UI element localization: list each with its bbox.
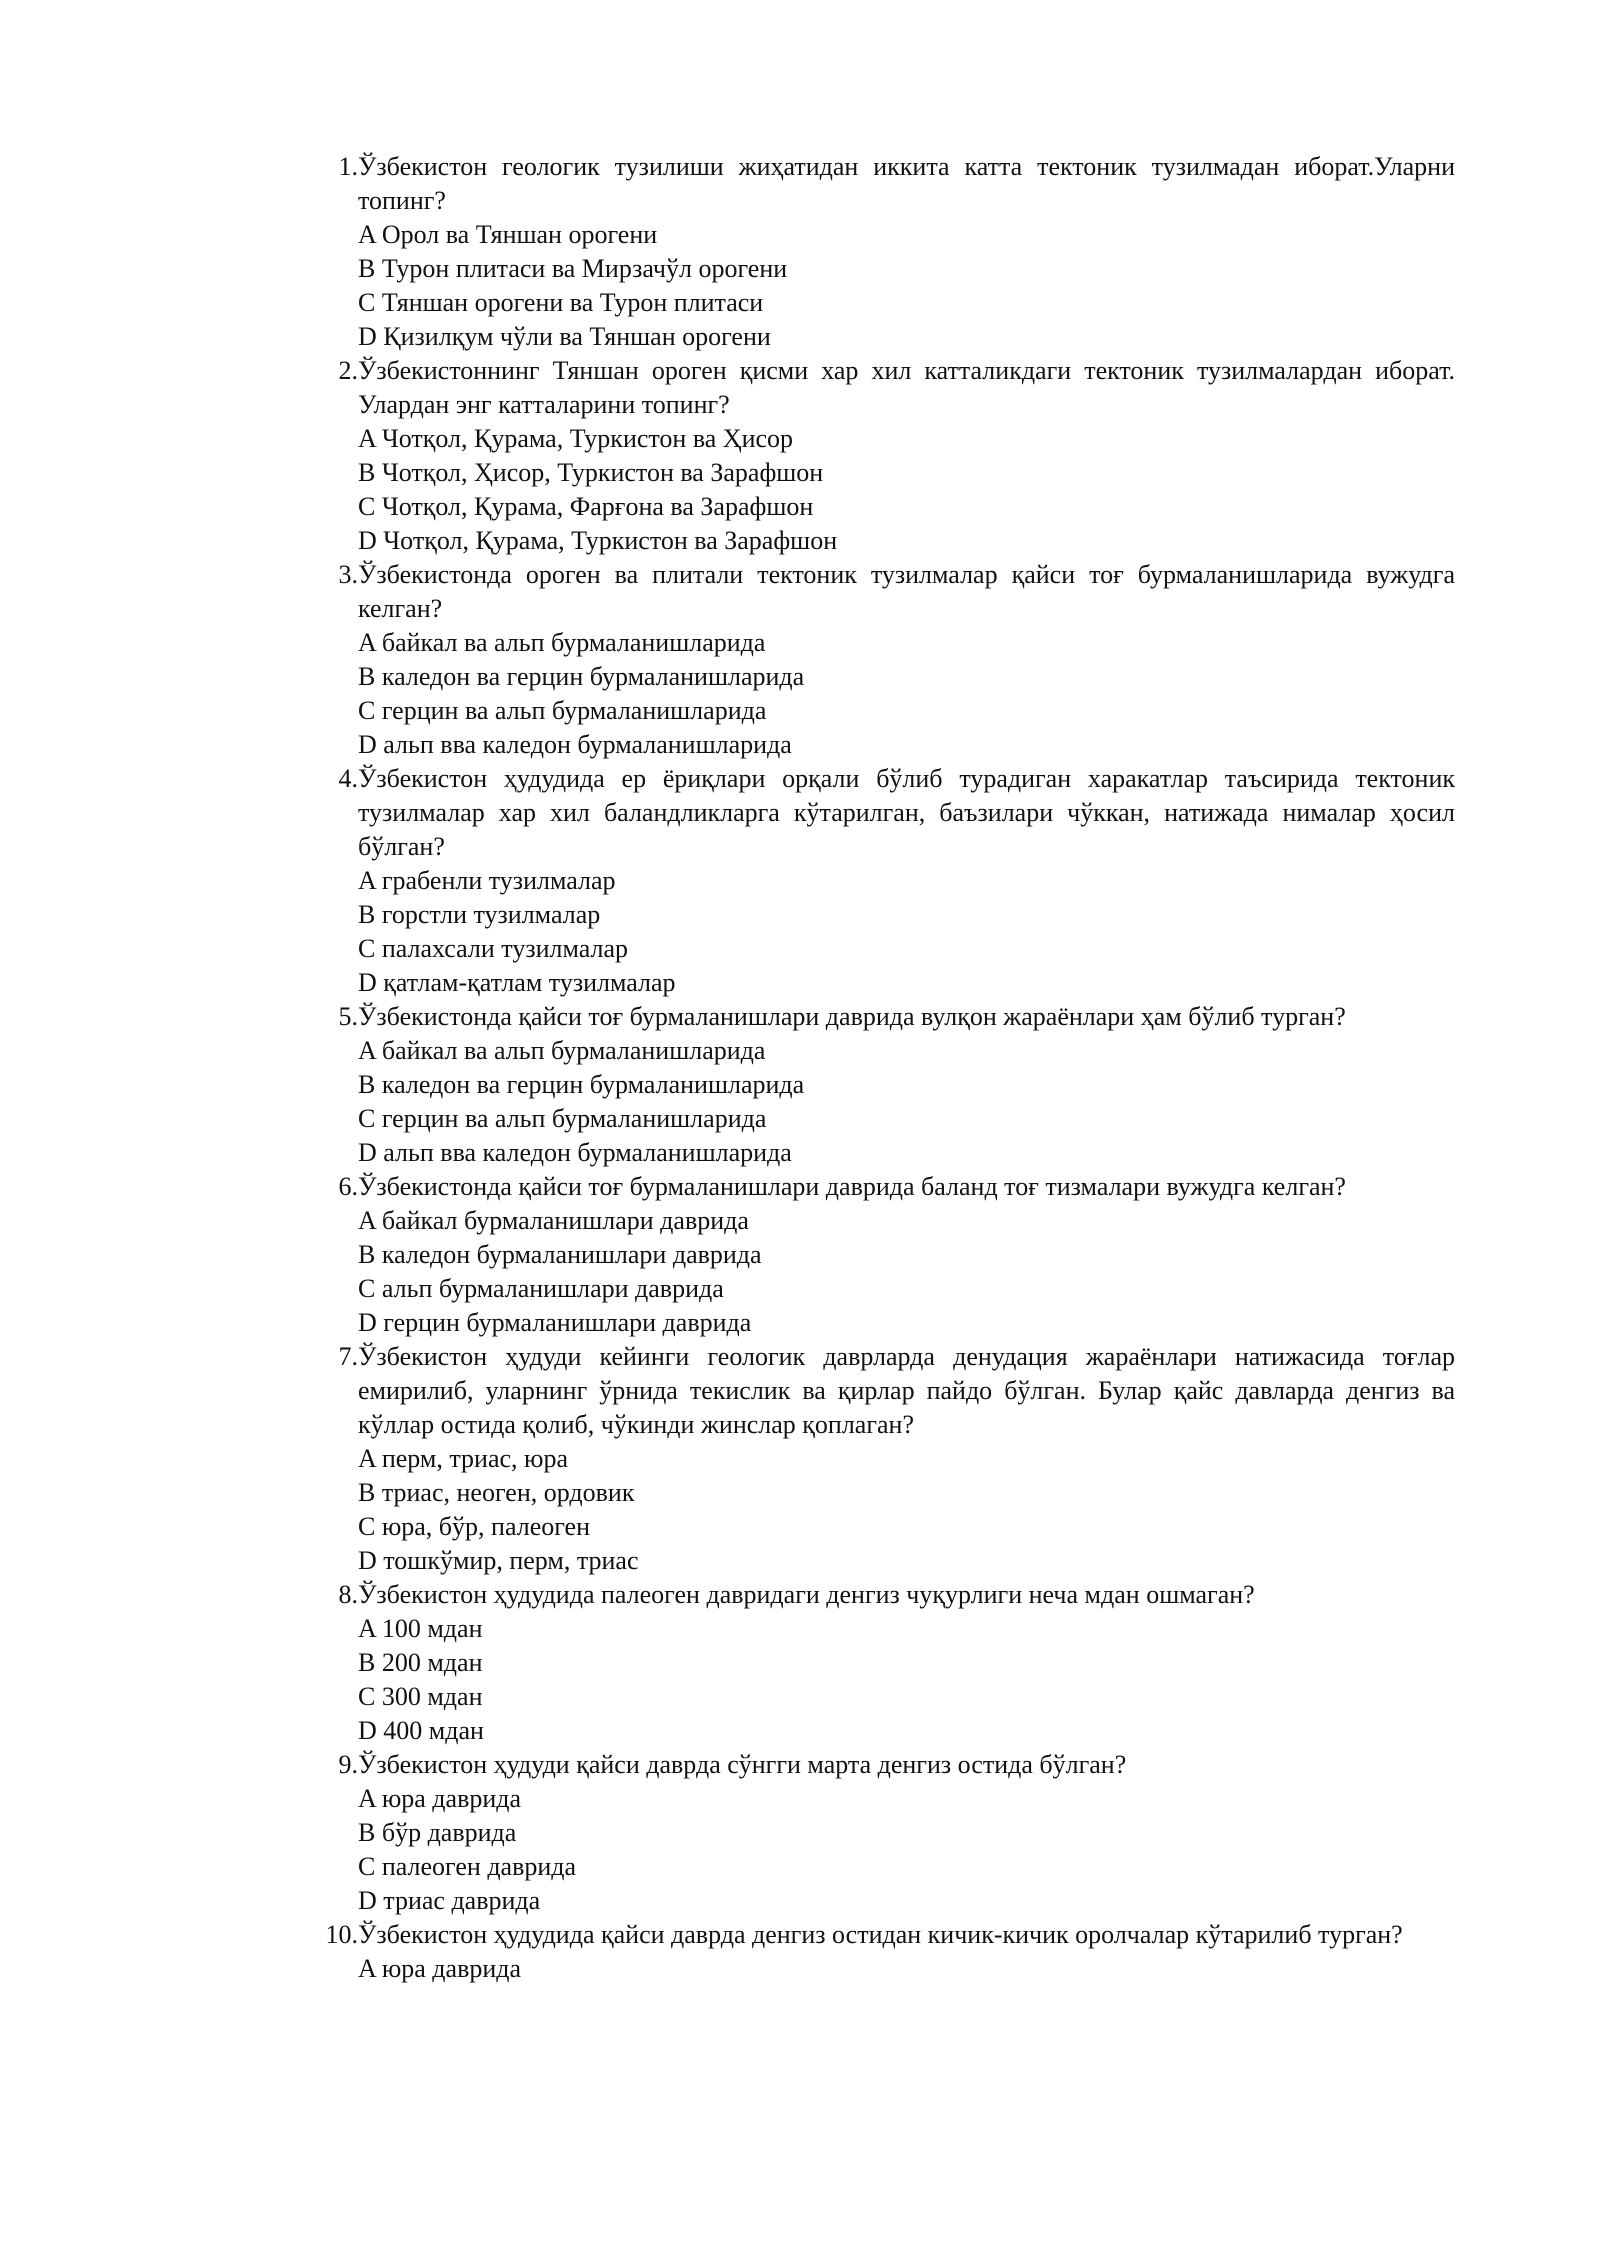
answer-option: B 200 мдан xyxy=(358,1648,483,1677)
question-number: 10. xyxy=(325,1920,358,1949)
question-text: Ўзбекистон ҳудудида қайси даврда денгиз остидан кичик-кичик оролчалар кўтарилиб турган? xyxy=(358,1920,1403,1949)
answer-options xyxy=(358,1204,1455,1340)
answer-option: A Орол ва Тяншан орогени xyxy=(358,220,658,249)
answer-option: D Қизилқум чўли ва Тяншан орогени xyxy=(358,322,771,351)
question-item xyxy=(238,354,1455,558)
answer-option: C Тяншан орогени ва Турон плитаси xyxy=(358,288,764,317)
answer-option: C 300 мдан xyxy=(358,1682,483,1711)
answer-option: A грабенли тузилмалар xyxy=(358,866,616,895)
question-number: 6. xyxy=(338,1172,358,1201)
answer-option: D тошкўмир, перм, триас xyxy=(358,1546,639,1575)
answer-option: D альп вва каледон бурмаланишларида xyxy=(358,1138,792,1167)
question-text: Ўзбекистонда қайси тоғ бурмаланишлари даврида вулқон жараёнлари ҳам бўлиб турган? xyxy=(358,1002,1346,1031)
question-item xyxy=(238,1578,1455,1748)
question-text: Ўзбекистон ҳудуди кейинги геологик даврларда денудация жараёнлари натижасида тоғлар емирилиб, уларнинг ўрнида текислик ва қирлар пайдо бўлган. Булар қайс давларда денгиз ва кўллар остида қолиб, чўкинди жинслар қоплаган? xyxy=(358,1342,1455,1439)
answer-option: A перм, триас, юра xyxy=(358,1444,568,1473)
question-item xyxy=(238,558,1455,762)
answer-options xyxy=(358,218,1455,354)
question-item xyxy=(238,1170,1455,1340)
answer-option: D герцин бурмаланишлари даврида xyxy=(358,1308,752,1337)
question-item xyxy=(238,150,1455,354)
answer-option: A 100 мдан xyxy=(358,1614,483,1643)
answer-option: C палеоген даврида xyxy=(358,1852,577,1881)
question-number: 8. xyxy=(338,1580,358,1609)
question-number-cell xyxy=(238,1918,358,1986)
question-body xyxy=(358,1578,1455,1748)
question-item xyxy=(238,1748,1455,1918)
question-item xyxy=(238,762,1455,1000)
answer-options xyxy=(358,1782,1455,1918)
question-number: 4. xyxy=(338,764,358,793)
answer-option: D альп вва каледон бурмаланишларида xyxy=(358,730,792,759)
question-number: 5. xyxy=(338,1002,358,1031)
question-text: Ўзбекистоннинг Тяншан ороген қисми хар хил катталикдаги тектоник тузилмалардан иборат. Улардан энг катталарини топинг? xyxy=(358,356,1455,419)
answer-option: A юра даврида xyxy=(358,1954,522,1983)
answer-options xyxy=(358,626,1455,762)
question-text: Ўзбекистонда ороген ва плитали тектоник тузилмалар қайси тоғ бурмаланишларида вужудга келган? xyxy=(358,560,1455,623)
question-number: 2. xyxy=(338,356,358,385)
answer-option: C герцин ва альп бурмаланишларида xyxy=(358,696,767,725)
answer-option: B бўр даврида xyxy=(358,1818,517,1847)
question-body xyxy=(358,558,1455,762)
question-text: Ўзбекистон ҳудуди қайси даврда сўнгги марта денгиз остида бўлган? xyxy=(358,1750,1127,1779)
answer-options xyxy=(358,422,1455,558)
answer-option: B горстли тузилмалар xyxy=(358,900,601,929)
question-body xyxy=(358,354,1455,558)
answer-option: B триас, неоген, ордовик xyxy=(358,1478,635,1507)
answer-option: B каледон ва герцин бурмаланишларида xyxy=(358,1070,805,1099)
answer-option: D 400 мдан xyxy=(358,1716,484,1745)
question-text: Ўзбекистон ҳудудида ер ёриқлари орқали бўлиб турадиган харакатлар таъсирида тектоник тузилмалар хар хил баландликларга кўтарилган, баъзилари чўккан, натижада нималар ҳосил бўлган? xyxy=(358,764,1455,861)
answer-option: D Чотқол, Қурама, Туркистон ва Зарафшон xyxy=(358,526,838,555)
question-text: Ўзбекистонда қайси тоғ бурмаланишлари даврида баланд тоғ тизмалари вужудга келган? xyxy=(358,1172,1346,1201)
answer-option: D триас даврида xyxy=(358,1886,541,1915)
answer-option: A байкал бурмаланишлари даврида xyxy=(358,1206,749,1235)
answer-option: A Чотқол, Қурама, Туркистон ва Ҳисор xyxy=(358,424,794,453)
question-number-cell xyxy=(238,1170,358,1340)
answer-option: C герцин ва альп бурмаланишларида xyxy=(358,1104,767,1133)
question-number-cell xyxy=(238,1000,358,1170)
answer-option: A байкал ва альп бурмаланишларида xyxy=(358,628,766,657)
answer-options xyxy=(358,864,1455,1000)
answer-option: A байкал ва альп бурмаланишларида xyxy=(358,1036,766,1065)
answer-option: B Турон плитаси ва Мирзачўл орогени xyxy=(358,254,788,283)
question-number: 1. xyxy=(338,152,358,181)
answer-options xyxy=(358,1442,1455,1578)
question-body xyxy=(358,150,1455,354)
answer-option: B каледон бурмаланишлари даврида xyxy=(358,1240,762,1269)
question-number-cell xyxy=(238,354,358,558)
question-number-cell xyxy=(238,150,358,354)
answer-option: A юра даврида xyxy=(358,1784,522,1813)
answer-option: C альп бурмаланишлари даврида xyxy=(358,1274,724,1303)
question-number: 7. xyxy=(338,1342,358,1371)
answer-options xyxy=(358,1034,1455,1170)
question-number-cell xyxy=(238,1748,358,1918)
question-number-cell xyxy=(238,558,358,762)
question-text: Ўзбекистон ҳудудида палеоген давридаги денгиз чуқурлиги неча мдан ошмаган? xyxy=(358,1580,1255,1609)
answer-options xyxy=(358,1612,1455,1748)
question-body xyxy=(358,1748,1455,1918)
answer-option: C Чотқол, Қурама, Фарғона ва Зарафшон xyxy=(358,492,814,521)
question-text: Ўзбекистон геологик тузилиши жиҳатидан иккита катта тектоник тузилмадан иборат.Уларни топинг? xyxy=(358,152,1455,215)
answer-option: B Чотқол, Ҳисор, Туркистон ва Зарафшон xyxy=(358,458,824,487)
question-body xyxy=(358,1170,1455,1340)
answer-option: D қатлам-қатлам тузилмалар xyxy=(358,968,676,997)
question-item xyxy=(238,1918,1455,1986)
question-number-cell xyxy=(238,762,358,1000)
question-number-cell xyxy=(238,1340,358,1578)
answer-option: C палахсали тузилмалар xyxy=(358,934,629,963)
question-item xyxy=(238,1340,1455,1578)
question-list xyxy=(238,150,1455,1986)
question-body xyxy=(358,1000,1455,1170)
answer-option: B каледон ва герцин бурмаланишларида xyxy=(358,662,805,691)
question-number: 9. xyxy=(338,1750,358,1779)
question-number: 3. xyxy=(338,560,358,589)
question-body xyxy=(358,1918,1455,1986)
question-body xyxy=(358,762,1455,1000)
answer-option: C юра, бўр, палеоген xyxy=(358,1512,591,1541)
question-item xyxy=(238,1000,1455,1170)
answer-options xyxy=(358,1952,1455,1986)
question-body xyxy=(358,1340,1455,1578)
question-number-cell xyxy=(238,1578,358,1748)
